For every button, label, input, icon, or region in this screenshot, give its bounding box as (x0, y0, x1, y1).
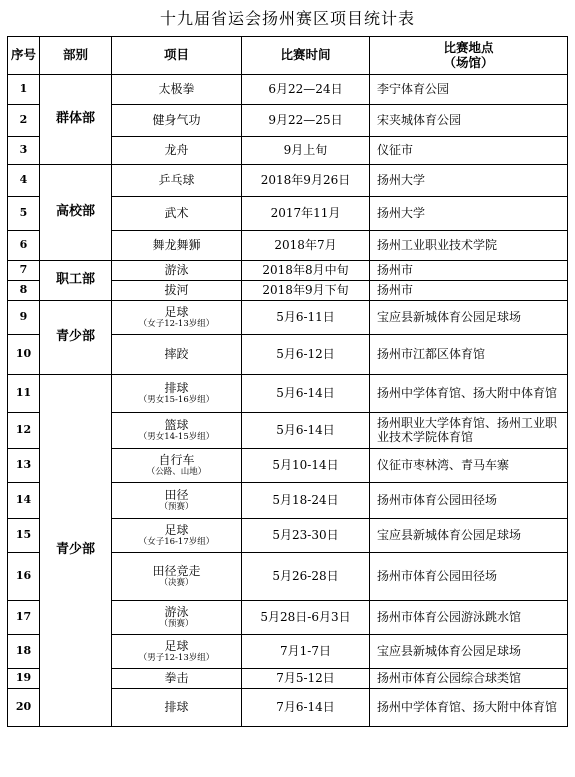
row-time: 2017年11月 (242, 197, 370, 231)
row-item (112, 281, 242, 301)
item-name: 龙舟 (164, 142, 189, 157)
item-subtitle: （男女15-16岁组） (138, 394, 215, 405)
row-seq: 15 (8, 519, 40, 553)
row-time: 5月6-14日 (242, 413, 370, 449)
row-time: 2018年9月下旬 (242, 281, 370, 301)
row-seq: 20 (8, 689, 40, 727)
row-time: 7月6-14日 (242, 689, 370, 727)
item-name: 自行车 (158, 452, 195, 467)
row-location: 宋夹城体育公园 (370, 105, 568, 137)
row-seq: 6 (8, 231, 40, 261)
row-item (112, 75, 242, 105)
header-item: 项目 (112, 37, 242, 75)
row-location: 扬州中学体育馆、扬大附中体育馆 (370, 689, 568, 727)
row-department: 群体部 (40, 75, 112, 165)
row-location: 扬州市体育公园田径场 (370, 553, 568, 601)
row-location: 宝应县新城体育公园足球场 (370, 635, 568, 669)
row-item (112, 231, 242, 261)
item-name: 健身气功 (152, 112, 201, 127)
row-time: 5月18-24日 (242, 483, 370, 519)
item-name: 武术 (164, 205, 189, 220)
row-item (112, 483, 242, 519)
table-row (8, 301, 568, 335)
row-location: 扬州市 (370, 261, 568, 281)
row-department: 职工部 (40, 261, 112, 301)
row-time: 5月23-30日 (242, 519, 370, 553)
row-location: 扬州工业职业技术学院 (370, 231, 568, 261)
row-location: 扬州市江都区体育馆 (370, 335, 568, 375)
row-seq: 12 (8, 413, 40, 449)
row-location: 扬州职业大学体育馆、扬州工业职业技术学院体育馆 (370, 413, 568, 449)
row-seq: 8 (8, 281, 40, 301)
row-location: 扬州市体育公园游泳跳水馆 (370, 601, 568, 635)
header-seq (8, 37, 40, 75)
row-location: 仪征市枣林湾、青马车寨 (370, 449, 568, 483)
row-seq: 11 (8, 375, 40, 413)
item-name: 足球 (164, 522, 189, 537)
row-location: 扬州市体育公园田径场 (370, 483, 568, 519)
row-time: 2018年8月中旬 (242, 261, 370, 281)
row-item (112, 669, 242, 689)
row-item (112, 553, 242, 601)
row-time: 5月28日-6月3日 (242, 601, 370, 635)
header-seq-text: 序号 (10, 47, 36, 63)
row-seq: 1 (8, 75, 40, 105)
header-dept: 部别 (40, 37, 112, 75)
row-location: 扬州大学 (370, 197, 568, 231)
item-subtitle: （女子16-17岁组） (138, 536, 215, 547)
row-location: 宝应县新城体育公园足球场 (370, 519, 568, 553)
item-name: 田径 (164, 487, 189, 502)
item-name: 拳击 (164, 670, 189, 685)
row-location: 宝应县新城体育公园足球场 (370, 301, 568, 335)
row-item (112, 261, 242, 281)
row-time: 9月上旬 (242, 137, 370, 165)
row-time: 5月6-14日 (242, 375, 370, 413)
row-seq: 13 (8, 449, 40, 483)
item-name: 足球 (164, 304, 189, 319)
item-name: 舞龙舞狮 (152, 237, 201, 252)
item-name: 太极拳 (158, 81, 195, 96)
row-time: 5月10-14日 (242, 449, 370, 483)
row-time: 9月22—25日 (242, 105, 370, 137)
row-item (112, 601, 242, 635)
row-item (112, 301, 242, 335)
row-seq: 9 (8, 301, 40, 335)
header-location-line2: （场馆） (443, 54, 494, 70)
row-item (112, 197, 242, 231)
row-location: 扬州市体育公园综合球类馆 (370, 669, 568, 689)
row-item (112, 335, 242, 375)
item-name: 排球 (164, 380, 189, 395)
row-seq: 10 (8, 335, 40, 375)
row-seq: 2 (8, 105, 40, 137)
item-subtitle: （公路、山地） (146, 466, 207, 477)
row-item (112, 165, 242, 197)
row-seq: 18 (8, 635, 40, 669)
header-time: 比赛时间 (242, 37, 370, 75)
item-subtitle: （预赛） (159, 618, 194, 629)
row-item (112, 689, 242, 727)
row-time: 5月26-28日 (242, 553, 370, 601)
row-item (112, 413, 242, 449)
events-table (7, 36, 568, 727)
item-name: 游泳 (164, 262, 189, 277)
row-time: 2018年9月26日 (242, 165, 370, 197)
row-time: 5月6-11日 (242, 301, 370, 335)
row-time: 7月5-12日 (242, 669, 370, 689)
header-location-line1: 比赛地点 (443, 40, 494, 56)
row-item (112, 375, 242, 413)
row-time: 6月22—24日 (242, 75, 370, 105)
row-seq: 14 (8, 483, 40, 519)
row-seq: 19 (8, 669, 40, 689)
row-item (112, 635, 242, 669)
table-row (8, 261, 568, 281)
item-name: 游泳 (164, 604, 189, 619)
item-name: 排球 (164, 699, 189, 714)
item-name: 田径竞走 (152, 563, 201, 578)
table-row (8, 165, 568, 197)
header-location (370, 37, 568, 75)
row-location: 扬州大学 (370, 165, 568, 197)
row-department: 青少部 (40, 375, 112, 727)
row-seq: 7 (8, 261, 40, 281)
item-name: 乒乓球 (158, 172, 195, 187)
row-item (112, 449, 242, 483)
item-subtitle: （女子12-13岁组） (138, 318, 215, 329)
table-row (8, 75, 568, 105)
row-seq: 3 (8, 137, 40, 165)
row-location: 仪征市 (370, 137, 568, 165)
row-department: 高校部 (40, 165, 112, 261)
item-subtitle: （决赛） (159, 577, 194, 588)
row-seq: 16 (8, 553, 40, 601)
page-title: 十九届省运会扬州赛区项目统计表 (159, 9, 415, 28)
item-subtitle: （男子12-13岁组） (138, 652, 215, 663)
row-location: 李宁体育公园 (370, 75, 568, 105)
row-location: 扬州中学体育馆、扬大附中体育馆 (370, 375, 568, 413)
row-item (112, 137, 242, 165)
row-time: 7月1-7日 (242, 635, 370, 669)
row-item (112, 519, 242, 553)
item-name: 摔跤 (164, 346, 189, 361)
row-seq: 17 (8, 601, 40, 635)
item-name: 足球 (164, 638, 189, 653)
item-name: 拔河 (164, 282, 189, 297)
table-header-row (8, 37, 568, 75)
row-seq: 5 (8, 197, 40, 231)
row-seq: 4 (8, 165, 40, 197)
row-time: 5月6-12日 (242, 335, 370, 375)
item-subtitle: （男女14-15岁组） (138, 431, 215, 442)
table-row (8, 375, 568, 413)
row-item (112, 105, 242, 137)
item-subtitle: （预赛） (159, 501, 194, 512)
row-location: 扬州市 (370, 281, 568, 301)
item-name: 篮球 (164, 417, 189, 432)
row-department: 青少部 (40, 301, 112, 375)
row-time: 2018年7月 (242, 231, 370, 261)
